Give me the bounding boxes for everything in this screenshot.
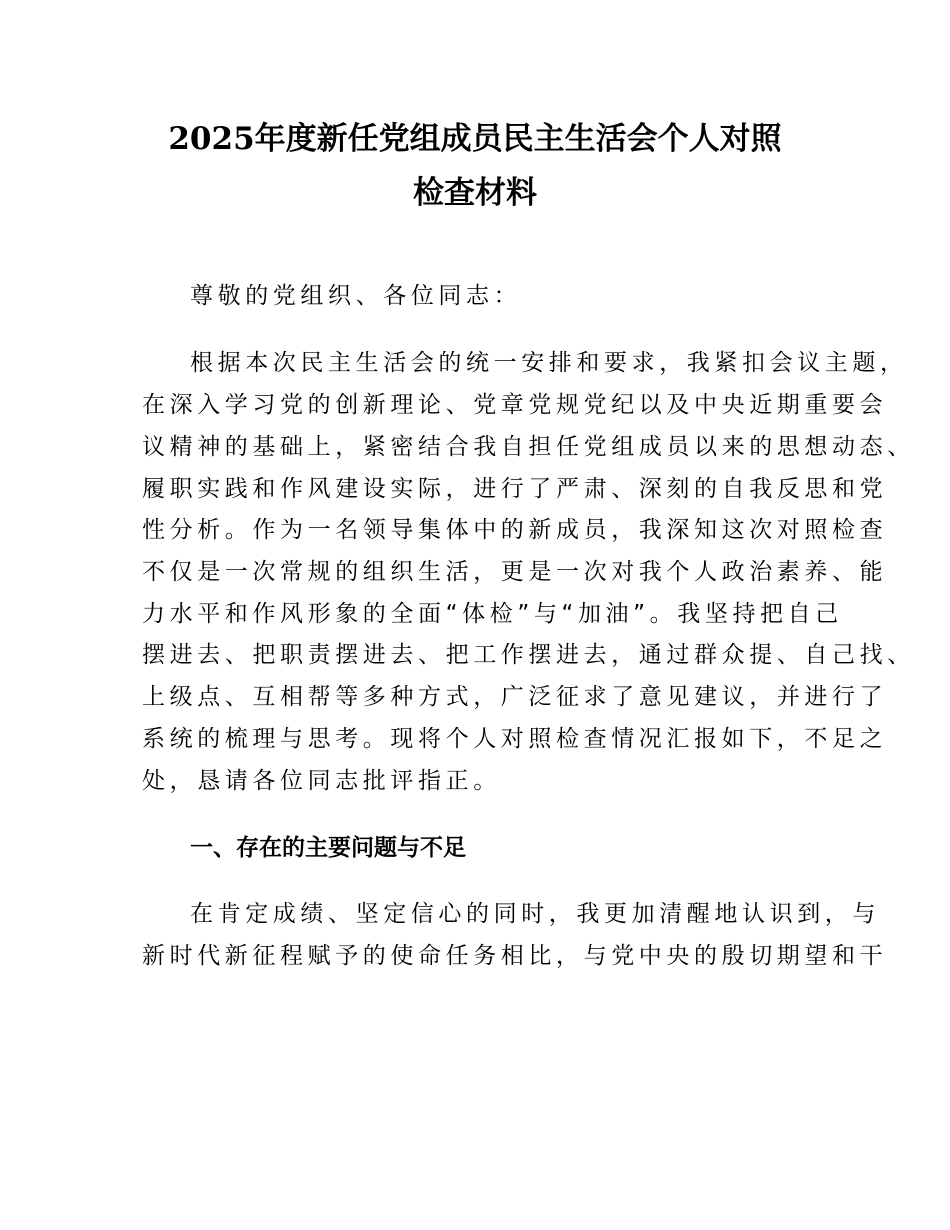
paragraph-1-line: 力水平和作风形象的全面“体检”与“加油”。我坚持把自己 — [142, 601, 843, 627]
paragraph-1-line: 摆进去、把职责摆进去、把工作摆进去，通过群众提、自己找、 — [142, 642, 915, 668]
paragraph-1-line: 议精神的基础上，紧密结合我自担任党组成员以来的思想动态、 — [142, 434, 915, 460]
title-line-1: 2025年度新任党组成员民主生活会个人对照 — [168, 121, 782, 157]
paragraph-2-line: 在肯定成绩、坚定信心的同时，我更加清醒地认识到，与 — [190, 901, 880, 927]
document-title — [100, 118, 850, 214]
paragraph-1-line: 性分析。作为一名领导集体中的新成员，我深知这次对照检查 — [142, 517, 888, 543]
paragraph-1-line: 上级点、互相帮等多种方式，广泛征求了意见建议，并进行了 — [142, 684, 888, 710]
salutation: 尊敬的党组织、各位同志： — [190, 283, 522, 309]
paragraph-1-line: 履职实践和作风建设实际，进行了严肃、深刻的自我反思和党 — [142, 476, 888, 502]
paragraph-2-line: 新时代新征程赋予的使命任务相比，与党中央的殷切期望和干 — [142, 943, 888, 969]
paragraph-1-line: 处，恳请各位同志批评指正。 — [142, 768, 501, 794]
title-line-2: 检查材料 — [413, 175, 537, 211]
section-heading: 一、存在的主要问题与不足 — [190, 835, 466, 861]
paragraph-1-line: 在深入学习党的创新理论、党章党规党纪以及中央近期重要会 — [142, 392, 888, 418]
paragraph-1-line: 不仅是一次常规的组织生活，更是一次对我个人政治素养、能 — [142, 559, 888, 585]
paragraph-1-line: 系统的梳理与思考。现将个人对照检查情况汇报如下，不足之 — [142, 726, 888, 752]
paragraph-1-line: 根据本次民主生活会的统一安排和要求，我紧扣会议主题， — [190, 350, 908, 376]
